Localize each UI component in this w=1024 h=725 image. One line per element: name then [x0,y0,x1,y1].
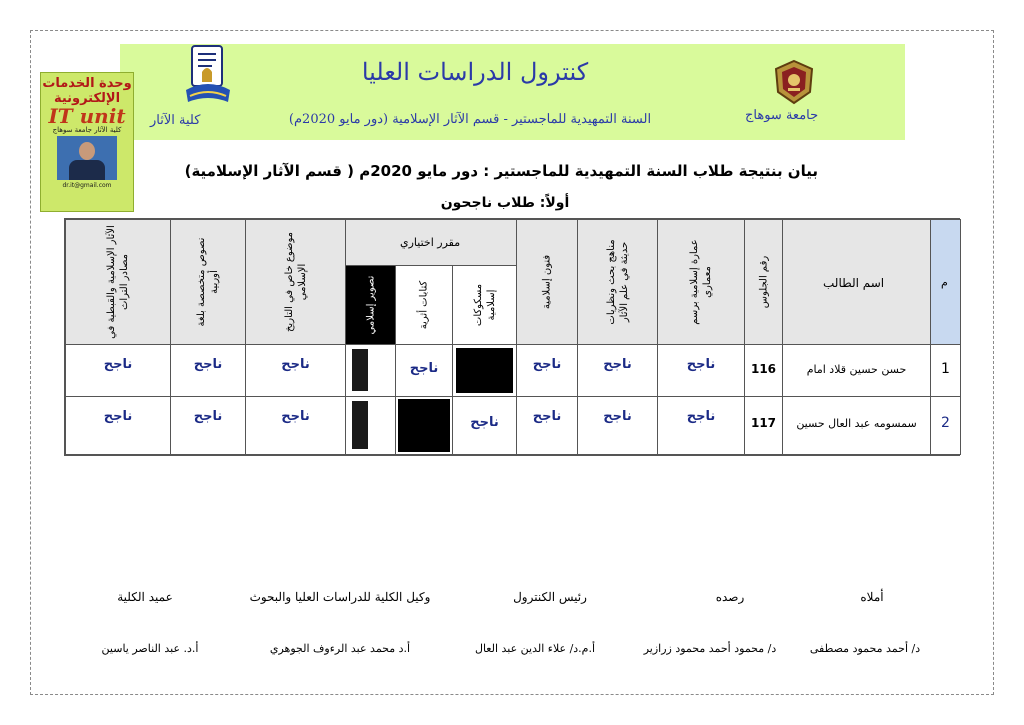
header-painting: تصوير إسلامي [345,265,396,345]
results-table [64,218,960,456]
it-unit-badge [40,72,134,212]
signatory-name: أ.م.د/ علاء الدين عبد العال [474,642,596,655]
seat-number-cell: 117 [744,396,783,455]
page-subtitle: السنة التمهيدية للماجستير - قسم الآثار الإسلامية (دور مايو 2020م) [288,112,652,127]
signature-role: وكيل الكلية للدراسات العليا والبحوث [249,590,431,604]
result-cell: ناجح [452,396,517,455]
signatory-name: أ.د محمد عبد الرءوف الجوهري [269,642,411,655]
header-arts: فنون إسلامية [516,219,578,345]
result-cell: ناجح [170,396,246,455]
university-name: جامعة سوهاج [745,108,819,123]
university-emblem-icon [770,58,818,106]
header-methods: مناهج بحث ونظريات حديثة في علم الآثار [577,219,658,345]
result-cell: ناجح [516,344,578,397]
header-name: اسم الطالب [782,219,931,345]
result-cell: ناجح [65,344,171,397]
table-row: 1 [930,344,961,397]
result-cell: ناجح [170,344,246,397]
result-cell: ناجح [577,396,658,455]
header-inscriptions: كتابات أثرية [395,265,453,345]
blank-cell [345,396,396,455]
signature-role: عميد الكلية [117,590,173,604]
student-name-cell: حسن حسين قلاد امام [782,344,931,397]
it-unit-email: dr.it@gmail.com [62,182,112,189]
result-cell: ناجح [65,396,171,455]
header-seat: رقم الجلوس [744,219,783,345]
result-cell: ناجح [245,396,346,455]
header-heritage-sources: الآثار الإسلامية والقبطية في مصادر التراث [65,219,171,345]
header-special-topic: موضوع خاص في التاريخ الإسلامي [245,219,346,345]
blank-cell [345,344,396,397]
header-elective: مقرر اختياري [345,219,517,266]
signatory-name: أ.د. عبد الناصر ياسين [101,642,199,655]
table-row: 2 [930,396,961,455]
student-name-cell: سمسومه عبد العال حسين [782,396,931,455]
header-index: م [930,219,961,345]
it-unit-line2: الإلكترونية [53,91,121,106]
signatory-name: د/ أحمد محمود مصطفى [809,642,921,655]
it-unit-line1: وحدة الخدمات [42,76,132,91]
section-heading: أولاً: طلاب ناجحون [440,195,570,211]
signature-role: رصده [715,590,745,604]
it-unit-faculty: كلية الآثار جامعة سوهاج [52,126,122,134]
header-foreign-texts: نصوص متخصصة بلغة أوربية [170,219,246,345]
result-cell: ناجح [657,344,745,397]
result-cell: ناجح [657,396,745,455]
it-unit-brand: IT unit [48,104,126,128]
blank-cell [395,396,453,455]
signatory-name: د/ محمود أحمد محمود زرازير [643,642,777,655]
result-cell: ناجح [395,344,453,397]
signature-role: أملاه [860,590,884,604]
blank-cell [452,344,517,397]
faculty-logo-icon [182,44,234,106]
results-statement: بيان بنتيجة طلاب السنة التمهيدية للماجستير : دور مايو 2020م ( قسم الآثار الإسلامية) [184,162,818,180]
result-cell: ناجح [516,396,578,455]
header-architecture: عمارة إسلامية برسم معماري [657,219,745,345]
signature-role: رئيس الكنترول [513,590,587,604]
result-cell: ناجح [245,344,346,397]
page-title: كنترول الدراسات العليا [361,58,589,86]
header-coins: مسكوكات إسلامية [452,265,517,345]
faculty-name: كلية الآثار [150,113,201,128]
seat-number-cell: 116 [744,344,783,397]
portrait-photo [57,136,117,180]
result-cell: ناجح [577,344,658,397]
